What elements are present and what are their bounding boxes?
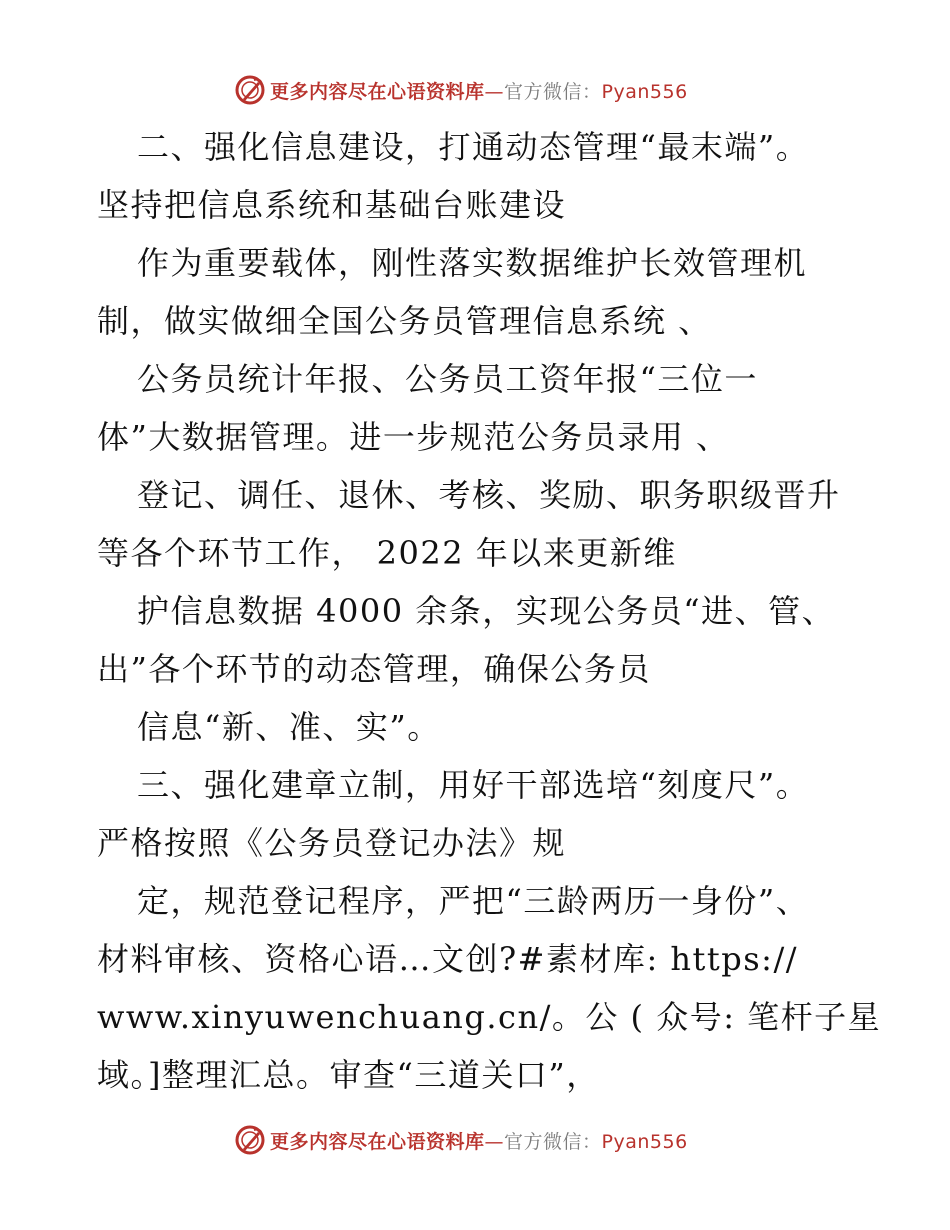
text-line: 等各个环节工作， 2022 年以来更新维 xyxy=(97,534,677,572)
text-line: 制，做实做细全国公务员管理信息系统 、 xyxy=(97,302,712,340)
text-line: 作为重要载体，刚性落实数据维护长效管理机 xyxy=(137,244,808,282)
text-line: 信息“新、准、实”。 xyxy=(137,708,441,746)
text-line: 定，规范登记程序，严把“三龄两历一身份”、 xyxy=(137,882,810,920)
banner-label: 官方微信： xyxy=(504,1130,602,1153)
text-line: 公务员统计年报、公务员工资年报“三位一 xyxy=(137,360,758,398)
text-line: www.xinyuwenchuang.cn/。公 ( 众号: 笔杆子星 xyxy=(97,998,882,1036)
text-line: 体”大数据管理。进一步规范公务员录用 、 xyxy=(97,418,730,456)
banner-dash: — xyxy=(484,80,505,103)
header-banner xyxy=(234,72,714,108)
footer-banner xyxy=(234,1122,714,1158)
banner-wechat-id: Pyan556 xyxy=(601,80,688,103)
text-line: 出”各个环节的动态管理，确保公务员 xyxy=(97,650,651,688)
banner-main-text: 更多内容尽在心语资料库 xyxy=(270,1130,485,1153)
text-line: 二、强化信息建设，打通动态管理“最末端”。 xyxy=(137,128,810,166)
brand-logo-icon xyxy=(234,74,266,106)
text-line: 材料审核、资格心语…文创?#素材库: https:// xyxy=(97,940,799,978)
text-line: 严格按照《公务员登记办法》规 xyxy=(97,824,567,862)
banner-dash: — xyxy=(484,1130,505,1153)
text-line: 三、强化建章立制，用好干部选培“刻度尺”。 xyxy=(137,766,810,804)
text-line: 坚持把信息系统和基础台账建设 xyxy=(97,186,567,224)
banner-main-text: 更多内容尽在心语资料库 xyxy=(270,80,485,103)
banner-label: 官方微信： xyxy=(504,80,602,103)
text-line: 登记、调任、退休、考核、奖励、职务职级晋升 xyxy=(137,476,841,514)
text-line: 域。]整理汇总。审查“三道关口”， xyxy=(97,1056,600,1094)
text-line: 护信息数据 4000 余条，实现公务员“进、管、 xyxy=(137,592,836,630)
document-body xyxy=(97,118,882,1104)
banner-wechat-id: Pyan556 xyxy=(601,1130,688,1153)
brand-logo-icon xyxy=(234,1124,266,1156)
